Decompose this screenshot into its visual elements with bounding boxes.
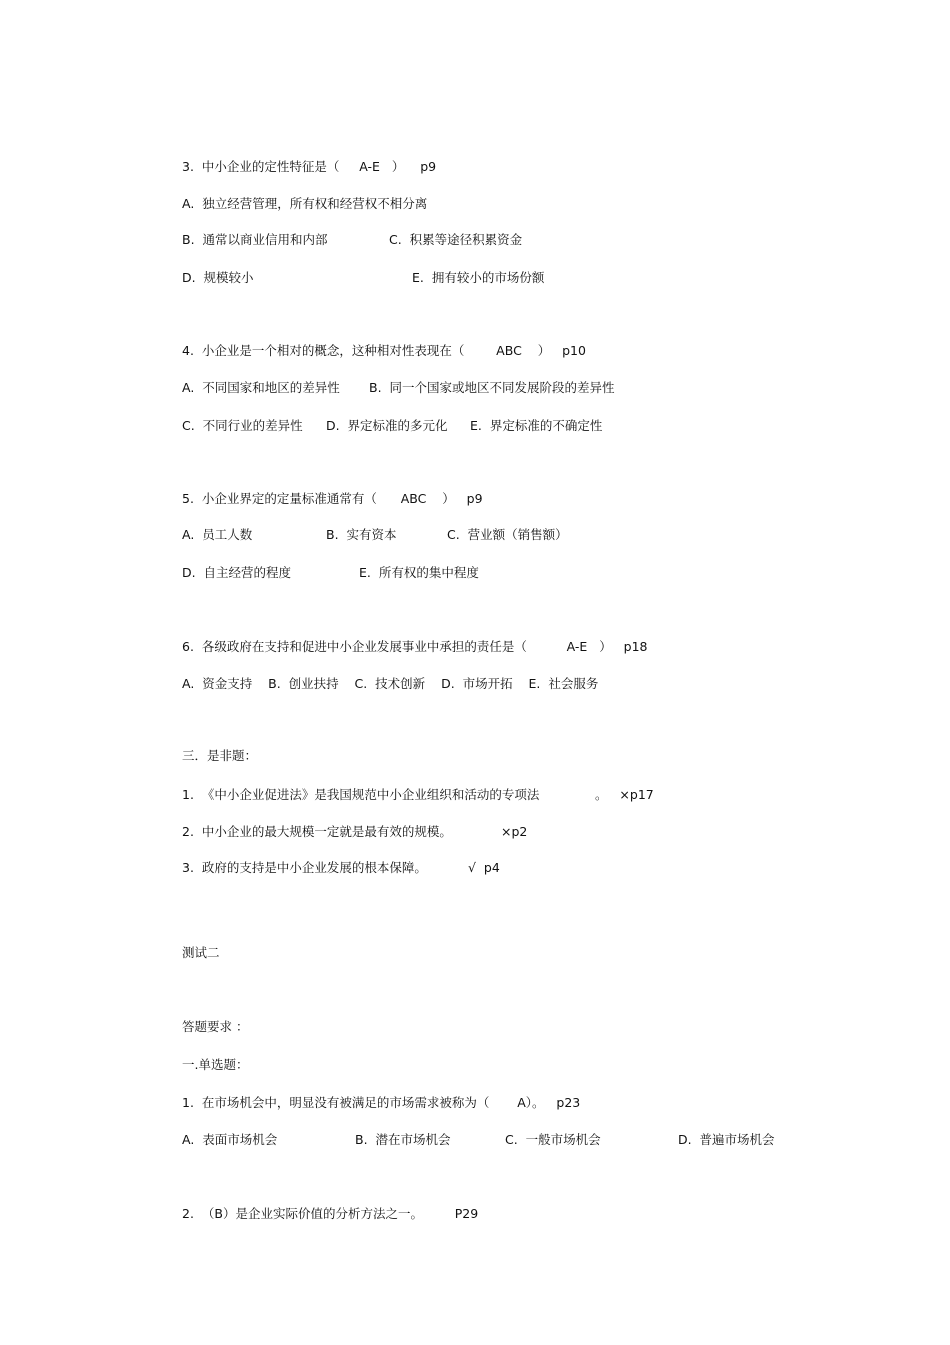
text-line: A. 资金支持 B. 创业扶持 C. 技术创新 D. 市场开拓 E. 社会服务 <box>182 676 599 691</box>
text-line: B. 通常以商业信用和内部 <box>182 232 328 247</box>
text-line: 2. （B）是企业实际价值的分析方法之一。 P29 <box>182 1206 479 1221</box>
text-line: C. 不同行业的差异性 <box>182 418 303 433</box>
text-line: E. 所有权的集中程度 <box>359 565 479 580</box>
text-line: B. 实有资本 <box>326 527 397 542</box>
text-line: A. 员工人数 <box>182 527 253 542</box>
text-line: E. 拥有较小的市场份额 <box>412 270 545 285</box>
text-line: C. 积累等途径积累资金 <box>389 232 523 247</box>
text-line: C. 营业额（销售额） <box>447 527 568 542</box>
text-line: 一.单选题： <box>182 1057 249 1072</box>
text-line: 2. 中小企业的最大规模一定就是最有效的规模。 <box>182 824 452 839</box>
text-line: 测试二 <box>182 945 220 960</box>
text-line: A. 独立经营管理，所有权和经营权不相分离 <box>182 196 428 211</box>
text-line: 1. 在市场机会中，明显没有被满足的市场需求被称为（ A）。 p23 <box>182 1095 581 1110</box>
text-line: A. 不同国家和地区的差异性 <box>182 380 340 395</box>
text-line: 5. 小企业界定的定量标准通常有（ ABC ） p9 <box>182 491 483 506</box>
text-line: ×p2 <box>501 824 528 839</box>
text-line: B. 潜在市场机会 <box>355 1132 451 1147</box>
text-line: D. 规模较小 <box>182 270 254 285</box>
text-line: 。 ×p17 <box>595 787 654 802</box>
text-line: √ p4 <box>468 860 500 875</box>
text-line: 6. 各级政府在支持和促进中小企业发展事业中承担的责任是（ A-E ） p18 <box>182 639 648 654</box>
text-line: 1. 《中小企业促进法》是我国规范中小企业组织和活动的专项法 <box>182 787 540 802</box>
text-line: D. 自主经营的程度 <box>182 565 292 580</box>
text-line: 3. 政府的支持是中小企业发展的根本保障。 <box>182 860 427 875</box>
text-line: D. 界定标准的多元化 <box>326 418 448 433</box>
text-line: B. 同一个国家或地区不同发展阶段的差异性 <box>369 380 615 395</box>
text-line: C. 一般市场机会 <box>505 1132 601 1147</box>
text-line: 答题要求 ： <box>182 1019 249 1034</box>
text-line: D. 普遍市场机会 <box>678 1132 775 1147</box>
text-line: E. 界定标准的不确定性 <box>470 418 603 433</box>
text-line: 4. 小企业是一个相对的概念，这种相对性表现在（ ABC ） p10 <box>182 343 586 358</box>
text-line: 三．是非题： <box>182 748 258 763</box>
text-line: 3. 中小企业的定性特征是（ A-E ） p9 <box>182 159 437 174</box>
text-line: A. 表面市场机会 <box>182 1132 278 1147</box>
